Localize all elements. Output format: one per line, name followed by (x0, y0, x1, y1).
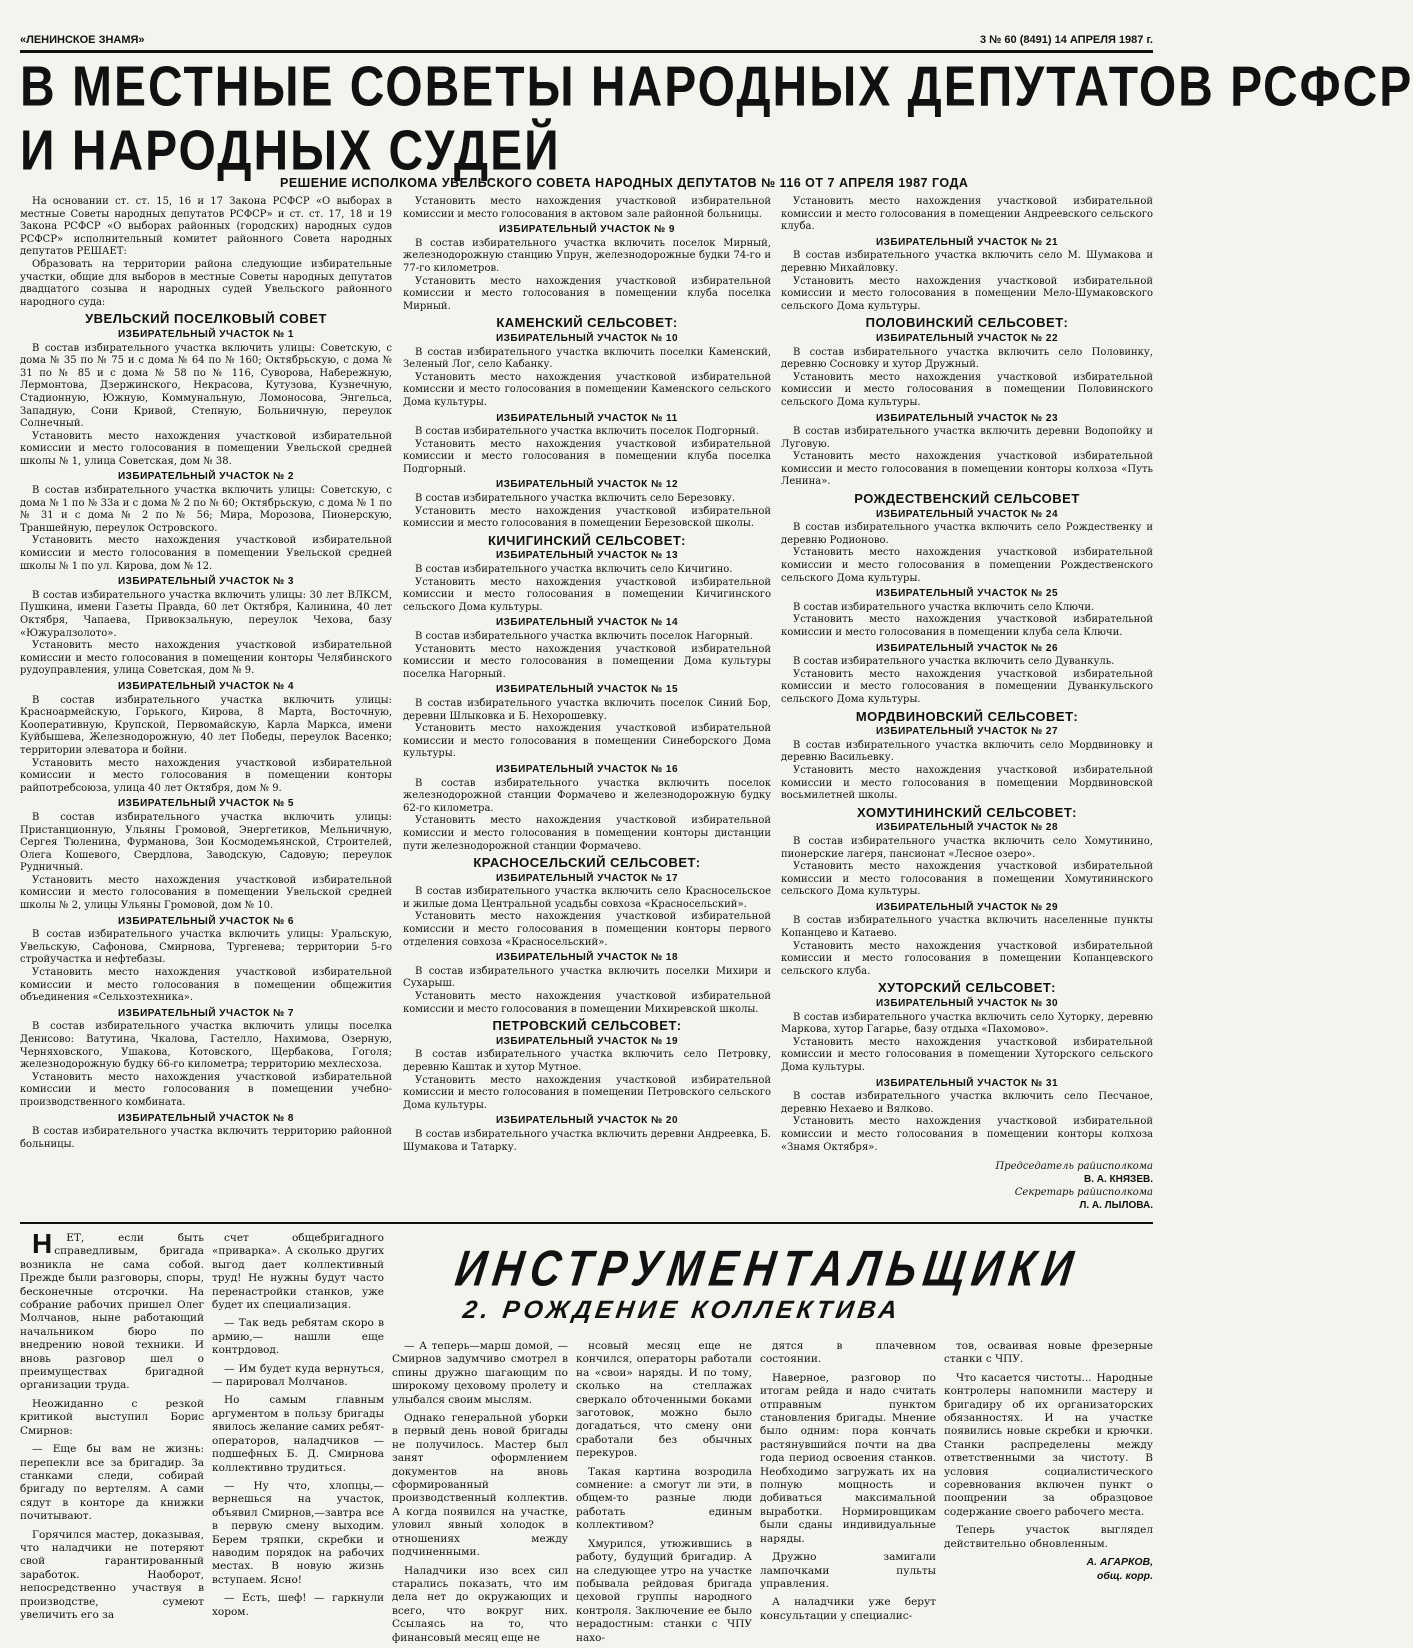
station-heading: ИЗБИРАТЕЛЬНЫЙ УЧАСТОК № 16 (495, 763, 679, 775)
station-text: В состав избирательного участка включить село Ключи. (793, 601, 1095, 613)
council-heading: ХОМУТИНИНСКИЙ СЕЛЬСОВЕТ: (857, 804, 1077, 820)
station-heading: ИЗБИРАТЕЛЬНЫЙ УЧАСТОК № 13 (495, 550, 679, 562)
station-heading: ИЗБИРАТЕЛЬНЫЙ УЧАСТОК № 27 (875, 726, 1059, 738)
station-text: Установить место нахождения участковой избирательной комиссии и место голосования в помещении учебно-производственного комбината. (20, 1071, 392, 1108)
station-text: В состав избирательного участка включить село Мордвиновку и деревню Васильевку. (781, 739, 1153, 764)
station-heading: ИЗБИРАТЕЛЬНЫЙ УЧАСТОК № 14 (495, 617, 679, 629)
station-text: Установить место нахождения участковой избирательной комиссии и место голосования в помещении клуба поселка Мирный. (403, 275, 771, 312)
station-text: Установить место нахождения участковой избирательной комиссии и место голосования в помещении конторы первого отделения совхоза «Красносельский». (403, 911, 771, 948)
newspaper-name: «ЛЕНИНСКОЕ ЗНАМЯ» (20, 34, 145, 46)
station-text: Установить место нахождения участковой избирательной комиссии и место голосования в помещении Копанцевского сельского клуба. (781, 940, 1153, 977)
section-divider (20, 1222, 1153, 1224)
station-text: Установить место нахождения участковой избирательной комиссии и место голосования в помещении клуба поселка Подгорный. (403, 438, 771, 475)
station-text: В состав избирательного участка включить село Петровку, деревню Каштак и хутор Мутное. (403, 1049, 771, 1073)
station-text: В состав избирательного участка включить село Хуторку, деревню Маркова, хутор Гагарье, базу отдыха «Пахомово». (781, 1011, 1153, 1036)
station-heading: ИЗБИРАТЕЛЬНЫЙ УЧАСТОК № 25 (875, 588, 1059, 600)
feature-paragraph: Такая картина возродила сомнение: а смогут ли эти, в общем-то разные люди работать единым коллективом? (576, 1465, 752, 1532)
feature-paragraph: счет общебригадного «приварка». А сколько других выгод дает коллективный труд! Не нужны будут часто перенастройки станков, уже будет их специализация. (212, 1232, 384, 1312)
station-text: Установить место нахождения участковой избирательной комиссии и место голосования в помещении Увельской средней школы № 1, улица Советская, дом № 38. (20, 430, 392, 467)
station-heading: ИЗБИРАТЕЛЬНЫЙ УЧАСТОК № 20 (495, 1115, 679, 1127)
station-text: Установить место нахождения участковой избирательной комиссии и место голосования в помещении Михиревской школы. (403, 991, 771, 1015)
station-text: Установить место нахождения участковой избирательной комиссии и место голосования в помещении общежития объединения «Сельхозтехника». (20, 967, 392, 1004)
station-text: Установить место нахождения участковой избирательной комиссии и место голосования в актовом зале районной больницы. (403, 196, 771, 220)
decision-column-1 (20, 196, 392, 1214)
station-text: В состав избирательного участка включить село М. Шумакова и деревню Михайловку. (781, 250, 1153, 274)
station-text: Установить место нахождения участковой избирательной комиссии и место голосования в помещении Андреевского сельского клуба. (781, 196, 1153, 233)
feature-paragraph: Но самым главным аргументом в пользу бригады явилось желание самих ребят-операторов, наладчиков — подшефных Б. Д. Смирнова коллективно трудиться. (212, 1394, 384, 1474)
station-heading: ИЗБИРАТЕЛЬНЫЙ УЧАСТОК № 5 (117, 798, 294, 810)
issue-date: 3 № 60 (8491) 14 АПРЕЛЯ 1987 г. (979, 34, 1153, 46)
station-text: В состав избирательного участка включить деревни Водопойку и Луговую. (781, 426, 1153, 450)
station-heading: ИЗБИРАТЕЛЬНЫЙ УЧАСТОК № 12 (495, 479, 679, 491)
feature-paragraph: Хмурился, утюжившись в работу, будущий бригадир. А на следующее утро на участке побывала рейдовая бригада цеховой группы народного контроля. Заключение ее было нерадостным: станки с ЧПУ нахо- (576, 1537, 752, 1644)
station-text: В состав избирательного участка включить село Березовку. (415, 493, 736, 505)
feature-column-3 (392, 1340, 568, 1644)
station-heading: ИЗБИРАТЕЛЬНЫЙ УЧАСТОК № 4 (117, 680, 294, 692)
feature-paragraph: Однако генеральной уборки в первый день новой бригады не получилось. Мастер был занят оформлением документов на вновь сформированный производственный коллектив. А когда появился на участке, уловил явный холодок в отношениях между подчиненными. (392, 1412, 568, 1559)
station-text: Установить место нахождения участковой избирательной комиссии и место голосования в помещении Дуванкульского сельского Дома культуры. (781, 668, 1153, 705)
main-headline (20, 56, 1413, 183)
station-heading: ИЗБИРАТЕЛЬНЫЙ УЧАСТОК № 10 (495, 332, 679, 344)
station-text: В состав избирательного участка включить село Кичигино. (415, 564, 733, 576)
station-text: В состав избирательного участка включить поселки Каменский, Зеленый Лог, село Кабанку. (403, 346, 771, 371)
council-heading: ПЕТРОВСКИЙ СЕЛЬСОВЕТ: (492, 1018, 682, 1034)
station-heading: ИЗБИРАТЕЛЬНЫЙ УЧАСТОК № 3 (117, 576, 294, 588)
feature-paragraph: — Еще бы вам не жизнь: перепекли все за бригадир. За станками следи, собирай бригаду по вертелям. А сами сядут в конторе да книжки почитывают. (20, 1443, 204, 1523)
feature-paragraph: Наверное, разговор по итогам рейда и надо считать отправным пунктом становления бригады. Мнение было одним: пора кончать растянувшийся почти на два года период освоения станков. Необходимо загружать их на полную мощность и добиваться максимальной выработки. Нормировщикам были сданы индивидуальные наряды. (760, 1371, 936, 1545)
signature-name: Л. А. ЛЫЛОВА. (1079, 1200, 1153, 1212)
intro-paragraph: На основании ст. ст. 15, 16 и 17 Закона РСФСР «О выборах в местные Советы народных депутатов РСФСР» и ст. ст. 17, 18 и 19 Закона РСФСР «О выборах районных (городских) народных судов РСФСР» исполнительный комитет районного Совета народных депутатов РЕШАЕТ: (20, 196, 392, 258)
feature-paragraph: — Им будет куда вернуться,— парировал Молчанов. (212, 1362, 384, 1389)
station-heading: ИЗБИРАТЕЛЬНЫЙ УЧАСТОК № 2 (117, 471, 294, 483)
station-text: В состав избирательного участка включить улицы: Советскую, с дома № 1 по № 33а и с дома № 2 по № 60; Октябрьскую, с дома № 1 по № 31 и с дома № 2 по № 56; Мира, Морозова, Пионерскую, Траншейную, переулок Островского. (20, 485, 392, 534)
headline-line-2: И НАРОДНЫХ СУДЕЙ (20, 119, 561, 183)
council-heading: РОЖДЕСТВЕНСКИЙ СЕЛЬСОВЕТ (854, 491, 1080, 507)
drop-cap: Н (32, 1228, 53, 1259)
council-heading: КИЧИГИНСКИЙ СЕЛЬСОВЕТ: (487, 532, 686, 548)
feature-paragraph: — Есть, шеф! — гаркнули хором. (212, 1592, 384, 1618)
station-heading: ИЗБИРАТЕЛЬНЫЙ УЧАСТОК № 19 (495, 1035, 679, 1047)
station-text: В состав избирательного участка включить поселок Нагорный. (415, 631, 753, 642)
headline-line-1: В МЕСТНЫЕ СОВЕТЫ НАРОДНЫХ ДЕПУТАТОВ РСФСР (20, 56, 1413, 119)
station-heading: ИЗБИРАТЕЛЬНЫЙ УЧАСТОК № 1 (117, 328, 294, 340)
signature-role: Секретарь райисполкома (1014, 1187, 1153, 1199)
decision-column-2 (403, 196, 771, 1214)
station-text: Установить место нахождения участковой избирательной комиссии и место голосования в помещении Петровского сельского Дома культуры. (403, 1074, 771, 1111)
feature-paragraph: дятся в плачевном состоянии. (760, 1340, 936, 1366)
feature-paragraph: тов, осваивая новые фрезерные станки с ЧПУ. (944, 1340, 1153, 1366)
station-heading: ИЗБИРАТЕЛЬНЫЙ УЧАСТОК № 28 (875, 822, 1059, 834)
feature-column-6 (944, 1340, 1153, 1644)
station-text: Установить место нахождения участковой избирательной комиссии и место голосования в помещении Хуторского сельского Дома культуры. (781, 1036, 1153, 1073)
feature-title: ИНСТРУМЕНТАЛЬЩИКИ (452, 1240, 1084, 1297)
signature-role: Председатель райисполкома (995, 1161, 1153, 1173)
station-heading: ИЗБИРАТЕЛЬНЫЙ УЧАСТОК № 6 (117, 915, 294, 927)
station-text: В состав избирательного участка включить поселок Мирный, железнодорожную станцию Упрун, железнодорожные будки 74-го и 77-го километров. (403, 237, 771, 274)
council-heading: ПОЛОВИНСКИЙ СЕЛЬСОВЕТ: (865, 315, 1069, 331)
station-text: В состав избирательного участка включить улицы: Красноармейскую, Горького, Кирова, 8 Марта, Восточную, Кооперативную, Крупской, Первомайскую, Карла Маркса, имени Куйбышева, Железнодорожную, 40 лет Победы, переулок Васенко; территории элеватора и бойни. (20, 694, 392, 756)
station-text: Установить место нахождения участковой избирательной комиссии и место голосования в помещении Каменского сельского Дома культуры. (403, 371, 771, 408)
station-text: В состав избирательного участка включить село Рождественку и деревню Родионово. (781, 522, 1153, 546)
intro-paragraph: Образовать на территории района следующие избирательные участки, общие для выборов в местные Советы народных депутатов двадцатого созыва и народных судей Увельского районного народного суда: (20, 258, 392, 308)
station-text: В состав избирательного участка включить село Дуванкуль. (793, 656, 1115, 668)
station-heading: ИЗБИРАТЕЛЬНЫЙ УЧАСТОК № 30 (875, 998, 1059, 1010)
station-text: Установить место нахождения участковой избирательной комиссии и место голосования в помещении конторы райпотребсоюза, улица 40 лет Октября, дом № 9. (20, 757, 392, 794)
station-text: В состав избирательного участка включить село Хомутинино, пионерские лагеря, пансионат «Лесное озеро». (781, 835, 1153, 860)
station-text: В состав избирательного участка включить улицы: 30 лет ВЛКСМ, Пушкина, имени Газеты Правда, 60 лет Октября, Калинина, 40 лет Октября, Чапаева, Привокзальную, переулок Чехова, базу «Южуралзолото». (20, 589, 392, 639)
station-text: Установить место нахождения участковой избирательной комиссии и место голосования в помещении Увельской средней школы № 2, улицы Ульяны Громовой, дом № 10. (20, 874, 392, 912)
feature-paragraph: Что касается чистоты... Народные контролеры напомнили мастеру и бригадиру об их организаторских обязанностях. И на участке появились новые скребки и крючки. Станки распределены между ответственными за чистоту. В условия социалистического соревнования включен пункт о поощрении за образцовое содержание своего рабочего места. (944, 1371, 1153, 1518)
station-text: Установить место нахождения участковой избирательной комиссии и место голосования в помещении Хомутининского сельского Дома культуры. (781, 861, 1153, 898)
station-text: В состав избирательного участка включить поселок Подгорный. (415, 426, 759, 438)
station-text: В состав избирательного участка включить поселок Синий Бор, деревни Шлыковка и Б. Нехорошевку. (403, 697, 771, 722)
station-text: В состав избирательного участка включить улицы поселка Денисово: Ватутина, Чкалова, Гастелло, Нахимова, Озерную, Черняховского, Ушакова, Котовского, Щербакова, Гоголя; железнодорожную будку 66-го километра; территорию мехлесхоза. (20, 1021, 392, 1071)
council-heading: МОРДВИНОВСКИЙ СЕЛЬСОВЕТ: (855, 708, 1079, 724)
feature-paragraph: Дружно замигали лампочками пульты управления. (760, 1551, 936, 1590)
feature-column-4 (576, 1340, 752, 1644)
station-heading: ИЗБИРАТЕЛЬНЫЙ УЧАСТОК № 26 (875, 642, 1059, 654)
station-heading: ИЗБИРАТЕЛЬНЫЙ УЧАСТОК № 29 (875, 901, 1059, 913)
station-text: Установить место нахождения участковой избирательной комиссии и место голосования в помещении Дома культуры поселка Нагорный. (403, 643, 771, 680)
council-heading: КРАСНОСЕЛЬСКИЙ СЕЛЬСОВЕТ: (473, 855, 701, 871)
author-name: А. АГАРКОВ, (1086, 1556, 1153, 1569)
station-text: Установить место нахождения участковой избирательной комиссии и место голосования в помещении Половинского сельского Дома культуры. (781, 371, 1153, 408)
station-heading: ИЗБИРАТЕЛЬНЫЙ УЧАСТОК № 18 (495, 952, 679, 964)
station-heading: ИЗБИРАТЕЛЬНЫЙ УЧАСТОК № 17 (495, 872, 679, 884)
feature-paragraph: Неожиданно с резкой критикой выступил Борис Смирнов: (20, 1397, 204, 1437)
station-text: Установить место нахождения участковой избирательной комиссии и место голосования в помещении конторы колхоза «Знамя Октября». (781, 1116, 1153, 1153)
station-text: В состав избирательного участка включить улицы: Уральскую, Увельскую, Сафонова, Смирнова, Тургенева; территории 5-го стройучастка и нефтебазы. (20, 929, 392, 966)
station-text: В состав избирательного участка включить село Половинку, деревню Сосновку и хутор Дружный. (781, 346, 1153, 371)
signature-name: В. А. КНЯЗЕВ. (1083, 1174, 1153, 1186)
station-heading: ИЗБИРАТЕЛЬНЫЙ УЧАСТОК № 7 (117, 1007, 294, 1019)
masthead (20, 32, 1153, 53)
station-text: В состав избирательного участка включить село Красносельское и жилые дома Центральной усадьбы совхоза «Красносельский». (403, 886, 771, 910)
council-heading: КАМЕНСКИЙ СЕЛЬСОВЕТ: (496, 315, 678, 331)
station-text: Установить место нахождения участковой избирательной комиссии и место голосования в помещении Мордвиновской восьмилетней школы. (781, 764, 1153, 802)
decision-column-3 (781, 196, 1153, 1214)
station-heading: ИЗБИРАТЕЛЬНЫЙ УЧАСТОК № 31 (875, 1077, 1059, 1089)
station-text: В состав избирательного участка включить поселки Михири и Сухарыш. (403, 965, 771, 990)
feature-column-1 (20, 1228, 204, 1644)
station-text: В состав избирательного участка включить поселок железнодорожной станции Формачево и железнодорожную будку 62-го километра. (403, 777, 771, 814)
feature-paragraph: А наладчики уже берут консультации у специалис- (760, 1596, 936, 1622)
station-text: Установить место нахождения участковой избирательной комиссии и место голосования в помещении Рождественского сельского Дома культуры. (781, 547, 1153, 584)
feature-subtitle: 2. РОЖДЕНИЕ КОЛЛЕКТИВА (461, 1296, 903, 1324)
council-heading: ХУТОРСКИЙ СЕЛЬСОВЕТ: (878, 980, 1056, 996)
feature-column-5 (760, 1340, 936, 1644)
station-heading: ИЗБИРАТЕЛЬНЫЙ УЧАСТОК № 9 (498, 224, 675, 236)
feature-paragraph: Горячился мастер, доказывая, что наладчики не потеряют свой гарантированный заработок. Наоборот, непосредственно участвуя в производстве, сумеют увеличить его за (20, 1528, 204, 1621)
station-text: В состав избирательного участка включить населенные пункты Копанцево и Катаево. (781, 915, 1153, 940)
signature-block (781, 1160, 1153, 1212)
station-heading: ИЗБИРАТЕЛЬНЫЙ УЧАСТОК № 24 (875, 508, 1059, 520)
station-text: В состав избирательного участка включить улицы: Советскую, с дома № 35 по № 75 и с дома № 64 по № 160; Октябрьскую, с дома № 31 по № 85 и с дома № 58 по № 116, Суворова, Набережную, Лермонтова, Дзержинского, Некрасова, Кутузова, Кузнечную, Стадионную, Южную, Коммунальную, Ломоносова, Энгельса, Западную, Сони Кривой, Степную, Больничную, переулок Солнечный. (20, 342, 392, 430)
station-text: Установить место нахождения участковой избирательной комиссии и место голосования в помещении клуба села Ключи. (781, 614, 1153, 638)
council-heading: УВЕЛЬСКИЙ ПОСЕЛКОВЫЙ СОВЕТ (85, 311, 327, 327)
station-text: Установить место нахождения участковой избирательной комиссии и место голосования в помещении Синеборского Дома культуры. (403, 723, 771, 760)
feature-paragraph: Теперь участок выглядел действительно обновленным. (944, 1524, 1153, 1550)
feature-paragraph: нсовый месяц еще не кончился, операторы работали на «свои» наряды. И по тому, сколько на стеллажах сверкало обточенными боками заготовок, можно было догадаться, что смену они сработали без обычных перекуров. (576, 1340, 752, 1460)
decision-title: РЕШЕНИЕ ИСПОЛКОМА УВЕЛЬСКОГО СОВЕТА НАРОДНЫХ ДЕПУТАТОВ № 116 ОТ 7 АПРЕЛЯ 1987 ГОДА (280, 176, 969, 190)
station-text: В состав избирательного участка включить территорию районной больницы. (20, 1126, 392, 1150)
station-text: В состав избирательного участка включить деревни Андреевка, Б. Шумакова и Татарку. (403, 1128, 771, 1153)
feature-paragraph: Наладчики изо всех сил старались показать, что им дела нет до окружающих и всего, что вокруг них. Ссылаясь на то, что финансовый месяц еще не (392, 1564, 568, 1644)
station-text: Установить место нахождения участковой избирательной комиссии и место голосования в помещении Кичигинского сельского Дома культуры. (403, 576, 771, 613)
station-text: В состав избирательного участка включить село Песчаное, деревню Нехаево и Вялково. (781, 1091, 1153, 1115)
station-text: В состав избирательного участка включить улицы: Пристанционную, Ульяны Громовой, Энергетиков, Мельничную, Сергея Тюленина, Фурманова, Зои Космодемьянской, Строителей, Олега Кошевого, Свердлова, Заводскую, Садовую; переулок Рудничный. (20, 811, 392, 874)
station-text: Установить место нахождения участковой избирательной комиссии и место голосования в помещении конторы колхоза «Путь Ленина». (781, 451, 1153, 488)
station-heading: ИЗБИРАТЕЛЬНЫЙ УЧАСТОК № 22 (875, 332, 1059, 344)
station-heading: ИЗБИРАТЕЛЬНЫЙ УЧАСТОК № 8 (117, 1112, 294, 1124)
station-text: Установить место нахождения участковой избирательной комиссии и место голосования в помещении Увельской средней школы № 1 по ул. Кирова, дом № 12. (20, 535, 392, 572)
station-heading: ИЗБИРАТЕЛЬНЫЙ УЧАСТОК № 23 (875, 412, 1059, 424)
station-heading: ИЗБИРАТЕЛЬНЫЙ УЧАСТОК № 11 (496, 412, 678, 424)
feature-paragraph: — Так ведь ребятам скоро в армию,— нашли еще контрдовод. (212, 1317, 384, 1357)
station-text: Установить место нахождения участковой избирательной комиссии и место голосования в помещении конторы дистанции пути железнодорожной станции Формачево. (403, 815, 771, 852)
feature-paragraph: — Ну что, хлопцы,— вернешься на участок, объявил Смирнов,—завтра все в первую смену выходим. Берем тряпки, скребки и наводим порядок на рабочих местах. В новую жизнь вступаем. Ясно! (212, 1479, 384, 1586)
feature-paragraph: — А теперь—марш домой, — Смирнов задумчиво смотрел в спины дружно шагающим по широкому цеховому пролету и улыбался своим мыслям. (392, 1340, 568, 1406)
feature-column-2 (212, 1232, 384, 1644)
feature-paragraph: ЕТ, если быть справедливым, бригада возникла не сама собой. Прежде были разговоры, споры, бесконечные отсрочки. На собрание рабочих пришел Олег Молчанов, ныне работающий начальником бюро по внедрению новой техники. И вновь разговор шел о преимуществах бригадной организации труда. (20, 1232, 204, 1392)
station-text: Установить место нахождения участковой избирательной комиссии и место голосования в помещении Мело-Шумаковского сельского Дома культуры. (781, 275, 1153, 312)
station-text: Установить место нахождения участковой избирательной комиссии и место голосования в помещении конторы Челябинского рудоуправления, улица Советская, дом № 9. (20, 640, 392, 677)
station-heading: ИЗБИРАТЕЛЬНЫЙ УЧАСТОК № 21 (875, 236, 1059, 248)
author-title: общ. корр. (1096, 1569, 1153, 1582)
station-heading: ИЗБИРАТЕЛЬНЫЙ УЧАСТОК № 15 (495, 684, 679, 696)
station-text: Установить место нахождения участковой избирательной комиссии и место голосования в помещении Березовской школы. (403, 505, 771, 530)
